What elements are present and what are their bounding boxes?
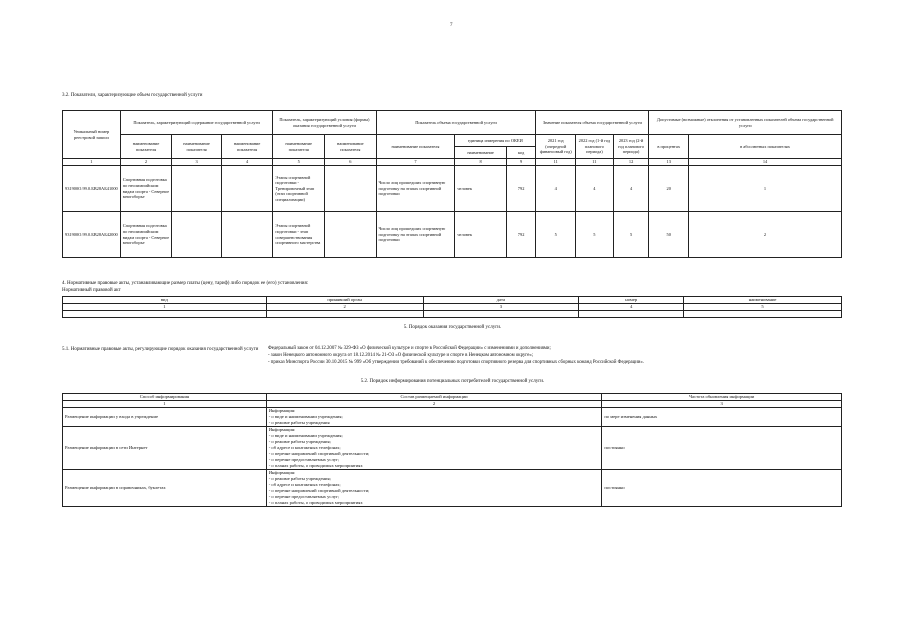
info-item: - о режиме работы учреждения;	[268, 476, 331, 481]
header-unit-code: код	[506, 147, 536, 159]
empty-cell	[684, 311, 842, 318]
info-item: - о режиме работы учреждения;	[268, 439, 331, 444]
column-number: 1	[63, 304, 267, 311]
info-method: Размещение информации в сети Интернет	[63, 427, 267, 470]
header-indicator-name: наименование показателя	[221, 135, 272, 159]
header-frequency: Частота обновления информации	[602, 394, 842, 401]
header-year1: 2021 год (очередной финансовый год)	[536, 135, 576, 159]
value-year3: 4	[613, 166, 649, 212]
column-number: 1	[63, 401, 267, 408]
info-content	[266, 408, 602, 427]
unit-code: 792	[506, 212, 536, 258]
empty-cell	[325, 212, 376, 258]
value-year3: 5	[613, 212, 649, 258]
unit-code: 792	[506, 166, 536, 212]
column-number: 11	[576, 159, 614, 166]
info-item: - о режиме работы учреждения	[268, 420, 330, 425]
deviation-percent: 20	[649, 166, 689, 212]
section4-title: 4. Нормативные правовые акты, устанавливающие размер платы (цену, тариф) либо порядок ее (его) установления:	[62, 281, 309, 286]
section51-label: 5.1. Нормативные правовые акты, регулирующие порядок оказания государственной услуги	[62, 347, 259, 352]
column-number: 5	[273, 159, 325, 166]
header-year3: 2023 год (2-й год планового периода)	[613, 135, 649, 159]
unit-name: человек	[455, 166, 506, 212]
info-item: - о виде и наименовании учреждения;	[268, 433, 343, 438]
info-frequency: по мере изменения данных	[602, 408, 842, 427]
volume-table	[62, 110, 842, 258]
info-item: - о планах работы, о проводимых мероприятиях	[268, 463, 363, 468]
column-number: 8	[455, 159, 506, 166]
empty-cell	[221, 212, 272, 258]
empty-cell	[172, 212, 222, 258]
info-method: Размещение информации в справочниках, буклетах	[63, 470, 267, 507]
header-values: Значение показателя объема государственной услуги	[536, 111, 649, 135]
deviation-percent: 50	[649, 212, 689, 258]
header-kind: вид	[63, 297, 267, 304]
column-number: 12	[613, 159, 649, 166]
header-unit-name: наименование	[455, 147, 506, 159]
value-year2: 5	[576, 212, 614, 258]
header-content: Показатель, характеризующий содержание государственной услуги	[120, 111, 273, 135]
header-indicator-name: наименование показателя	[273, 135, 325, 159]
legal-act-item: - приказ Минспорта России 30.10.2015 № 999 «Об утверждении требований к обеспечению подготовки спортивного резерва для спортивных сборных команд Российской Федерации».	[268, 360, 644, 365]
column-number: 11	[536, 159, 576, 166]
column-number: 5	[684, 304, 842, 311]
column-number: 3	[602, 401, 842, 408]
page-number: 7	[450, 23, 453, 28]
header-unit: единица измерения по ОКЕИ	[455, 135, 536, 147]
legal-acts-table	[62, 296, 842, 318]
column-number: 2	[266, 304, 423, 311]
empty-cell	[579, 311, 684, 318]
column-number: 4	[579, 304, 684, 311]
header-percent: в процентах	[649, 135, 689, 159]
legal-act-item: Федеральный закон от 04.12.2007 № 329-ФЗ «О физической культуре и спорте в Российской Федерации» с изменениями и дополнениями;	[268, 346, 551, 351]
info-method: Размещение информации у входа в учреждение	[63, 408, 267, 427]
deviation-absolute: 1	[689, 166, 842, 212]
info-item: - о перечне направлений спортивной деятельности;	[268, 488, 370, 493]
header-date: дата	[423, 297, 579, 304]
indicator-name: Число лиц прошедших спортивную подготовку на этапах спортивной подготовки	[376, 212, 455, 258]
info-content	[266, 470, 602, 507]
header-conditions: Показатель, характеризующий условия (формы) оказания государственной услуги	[273, 111, 376, 135]
column-number: 3	[172, 159, 222, 166]
empty-cell	[172, 166, 222, 212]
registry-number: 931900О.99.0.БВ28АБ41000	[63, 166, 121, 212]
value-year2: 4	[576, 166, 614, 212]
section52-title: 5.2. Порядок информирования потенциальных потребителей государственной услуги.	[360, 379, 545, 384]
column-number: 6	[325, 159, 376, 166]
service-condition: Этапы спортивной подготовки - этап совершенствования спортивного мастерства	[273, 212, 325, 258]
value-year1: 5	[536, 212, 576, 258]
column-number: 4	[221, 159, 272, 166]
column-number: 9	[506, 159, 536, 166]
header-number: номер	[579, 297, 684, 304]
info-item: - о перечне предоставляемых услуг;	[268, 494, 340, 499]
info-item: - об адресе и контактных телефонах;	[268, 482, 341, 487]
column-number: 7	[376, 159, 455, 166]
column-number: 2	[120, 159, 172, 166]
unit-name: человек	[455, 212, 506, 258]
info-item: Информация:	[268, 408, 296, 413]
header-indicator-name: наименование показателя	[325, 135, 376, 159]
info-item: - о перечне направлений спортивной деятельности;	[268, 451, 370, 456]
info-item: Информация:	[268, 470, 296, 475]
header-content: Состав размещаемой информации	[266, 394, 602, 401]
info-item: - о перечне предоставляемых услуг;	[268, 457, 340, 462]
section-title: 3.2. Показатели, характеризующие объем государственной услуги	[62, 93, 203, 98]
value-year1: 4	[536, 166, 576, 212]
section51-list	[268, 345, 644, 366]
table-row	[63, 166, 842, 212]
registry-number: 931900О.99.0.БВ28АБ42000	[63, 212, 121, 258]
empty-cell	[221, 166, 272, 212]
information-table	[62, 393, 842, 507]
header-absolute: в абсолютных показателях	[689, 135, 842, 159]
table-row	[63, 212, 842, 258]
header-year2: 2022 год (1-й год планового периода)	[576, 135, 614, 159]
header-volume: Показатель объема государственной услуги	[376, 111, 536, 135]
header-method: Способ информирования	[63, 394, 267, 401]
column-number: 13	[649, 159, 689, 166]
info-item: Информация:	[268, 427, 296, 432]
service-content: Спортивная подготовка по неолимпийским видам спорта - Северное многоборье	[120, 166, 172, 212]
column-number: 1	[63, 159, 121, 166]
table-row	[63, 408, 842, 427]
legal-act-item: - закон Ненецкого автономного округа от 18.12.2014 № 21-ОЗ «О физической культуре и спорте в Ненецком автономном округе»;	[268, 353, 534, 358]
empty-cell	[63, 311, 267, 318]
empty-cell	[325, 166, 376, 212]
header-indicator-name: наименование показателя	[172, 135, 222, 159]
column-number: 2	[266, 401, 602, 408]
info-item: - об адресе и контактных телефонах;	[268, 445, 341, 450]
info-frequency: постоянно	[602, 427, 842, 470]
deviation-absolute: 2	[689, 212, 842, 258]
table-row	[63, 427, 842, 470]
indicator-name: Число лиц прошедших спортивную подготовку на этапах спортивной подготовки	[376, 166, 455, 212]
empty-cell	[423, 311, 579, 318]
column-number: 3	[423, 304, 579, 311]
service-condition: Этапы спортивной подготовки - Тренировочный этап (этап спортивной специализации)	[273, 166, 325, 212]
service-content: Спортивная подготовка по неолимпийским видам спорта - Северное многоборье	[120, 212, 172, 258]
info-item: - о планах работы, о проводимых мероприятиях	[268, 500, 363, 505]
info-content	[266, 427, 602, 470]
info-frequency: постоянно	[602, 470, 842, 507]
section4-subtitle: Нормативный правовой акт	[62, 288, 121, 293]
info-item: - о виде и наименовании учреждения;	[268, 414, 343, 419]
table-row	[63, 470, 842, 507]
column-number: 14	[689, 159, 842, 166]
header-registry: Уникальный номер реестровой записи	[63, 111, 121, 159]
header-deviation: Допустимые (возможные) отклонения от установленных показателей объема государственной услуги	[649, 111, 842, 135]
header-authority: принявший орган	[266, 297, 423, 304]
header-indicator-name: наименование показателя	[120, 135, 172, 159]
header-name: наименование	[684, 297, 842, 304]
header-indicator-name: наименование показателя	[376, 135, 455, 159]
section5-title: 5. Порядок оказания государственной услуги.	[403, 325, 502, 330]
empty-cell	[266, 311, 423, 318]
